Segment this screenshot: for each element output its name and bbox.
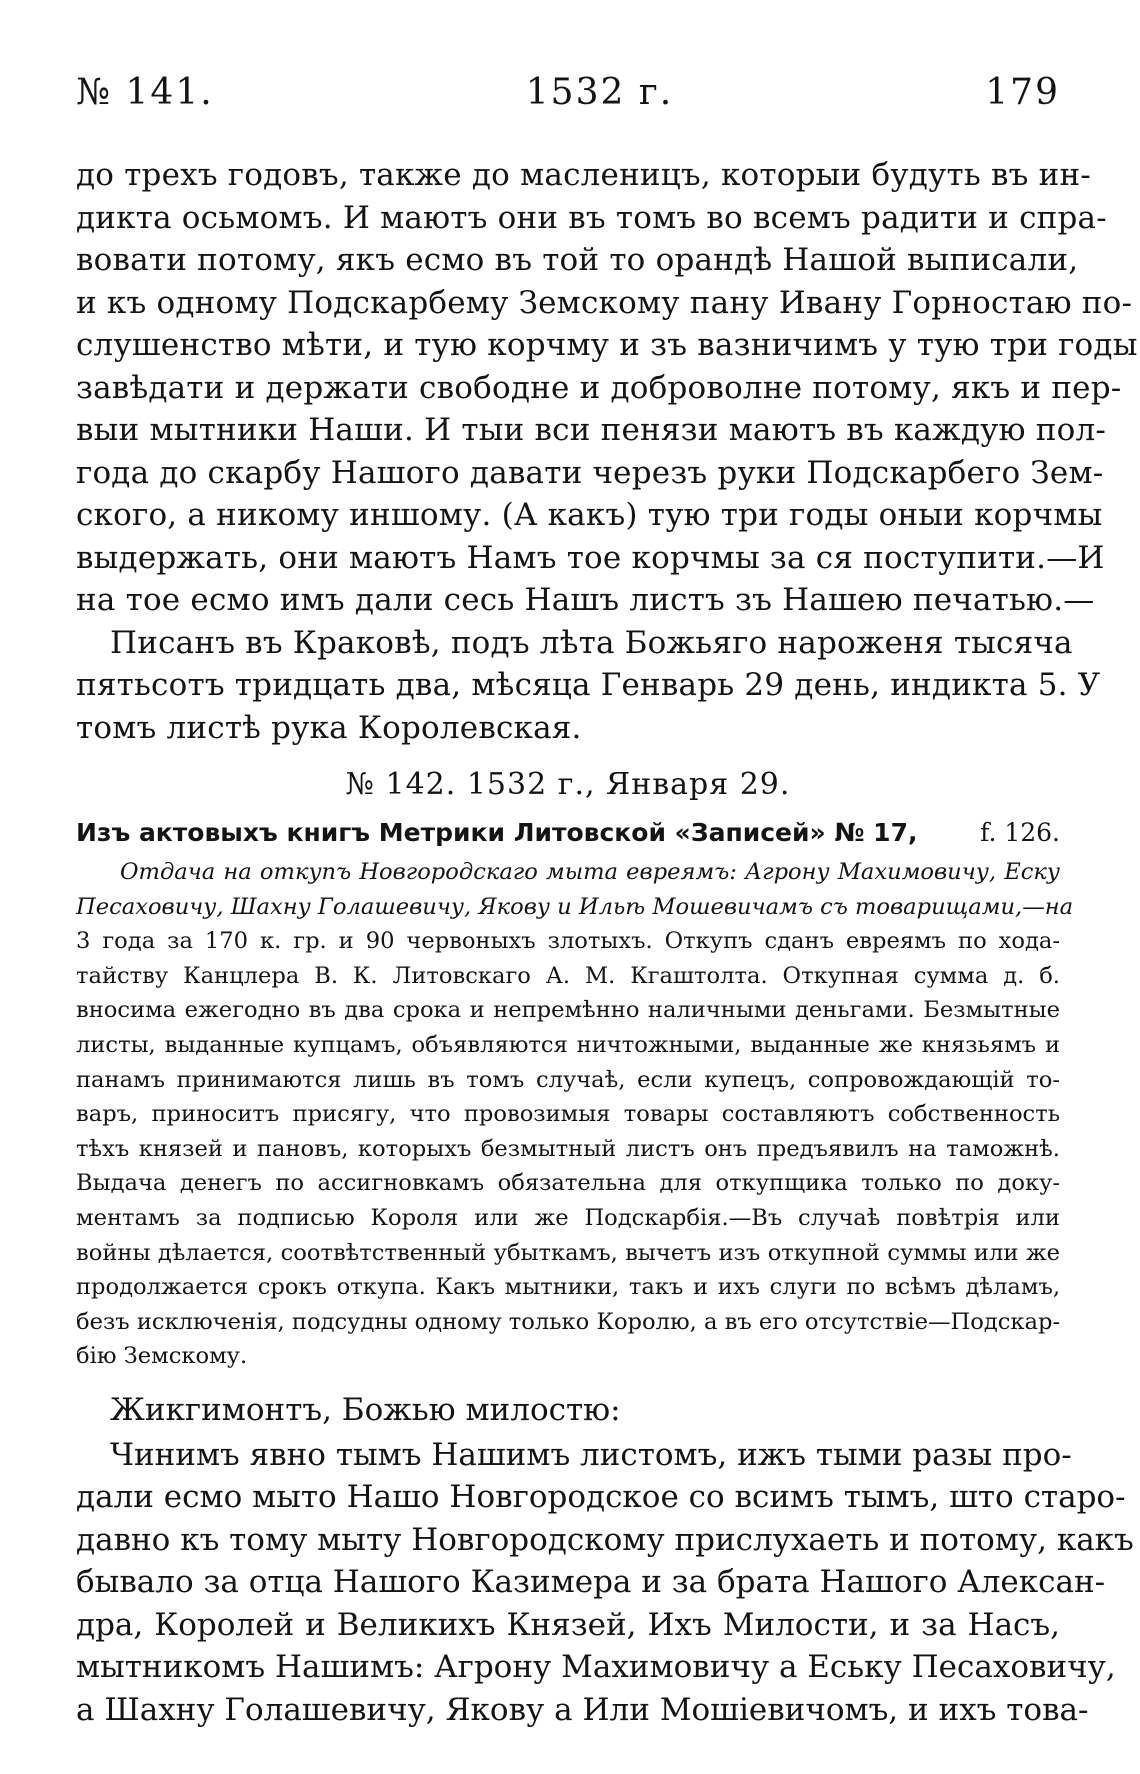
summary-line: вносима ежегодно въ два срока и непремѣнно наличными деньгами. Безмытные [76, 997, 1060, 1024]
summary-line: Выдача денегъ по ассигновкамъ обязательна для откупщика только по доку- [76, 1170, 1060, 1197]
text-line: завѣдати и держати свободне и доброволне потому, якъ и пер- [76, 369, 1122, 406]
royal-address: Жикгимонтъ, Божью милостю: [110, 1391, 621, 1428]
summary-line: бію Земскому. [76, 1343, 248, 1370]
doc141-continuation [76, 154, 1138, 749]
summary-line: 3 года за 170 к. гр. и 90 червоныхъ злотыхъ. Откупъ сданъ евреямъ по хода- [76, 928, 1060, 955]
summary-line: тѣхъ князей и пановъ, которыхъ безмытный листъ онъ предъявилъ на таможнѣ. [76, 1135, 1060, 1162]
source-title: Изъ актовыхъ книгъ Метрики Литовской «Записей» № 17, [76, 818, 918, 847]
text-line: на тое есмо имъ дали сесь Нашъ листъ зъ Нашею печатью.— [76, 582, 1095, 618]
doc142-source [76, 818, 1060, 847]
text-line: до трехъ годовъ, также до масленицъ, которыи будуть въ ин- [76, 157, 1091, 193]
text-line: а Шахну Голашевичу, Якову а Или Мошіевичомъ, и ихъ това- [76, 1691, 1089, 1728]
text-line: слушенство мѣти, и тую корчму и зъ вазничимъ у тую три годы [76, 327, 1138, 363]
text-line: выдержать, они маютъ Намъ тое корчмы за ся поступити.—И [76, 539, 1105, 576]
text-line: ского, а никому иншому. (А какъ) тую три годы оныи корчмы [76, 497, 1103, 533]
text-line: вовати потому, якъ есмо въ той то орандѣ Нашой выписали, [76, 242, 1079, 278]
closing-line: Писанъ въ Краковѣ, подъ лѣта Божьяго нароженя тысяча [110, 624, 1073, 661]
summary-line: безъ исключенія, подсудны одному только Королю, а въ его отсутствіе—Подскар- [76, 1308, 1061, 1335]
summary-line: тайству Канцлера В. К. Литовскаго А. М. Кгаштолта. Откупная сумма д. б. [76, 962, 1060, 989]
doc142-text [76, 1434, 1134, 1732]
summary-line: листы, выданные купцамъ, объявляются ничтожными, выданные же князьямъ и [76, 1031, 1060, 1058]
doc142-summary [76, 855, 1074, 1374]
text-line: года до скарбу Нашого давати черезъ руки Подскарбего Зем- [76, 454, 1104, 491]
text-line: мытникомъ Нашимъ: Агрону Махимовичу а Еську Песаховичу, [76, 1649, 1116, 1686]
text-line: дали есмо мыто Нашо Новгородское со всимъ тымъ, што старо- [76, 1479, 1126, 1516]
closing-line: пятьсотъ тридцать два, мѣсяца Генварь 29 день, индикта 5. У [76, 667, 1101, 703]
summary-line: Песаховичу, Шахну Голашевичу, Якову и Ильѣ Мошевичамъ съ товарищами,—на [76, 893, 1074, 920]
doc142-heading: № 142. 1532 г., Января 29. [345, 767, 791, 802]
text-line: дикта осьмомъ. И маютъ они въ томъ во всемъ радити и спра- [76, 199, 1107, 236]
running-header [76, 72, 1060, 132]
summary-line: варъ, приноситъ присягу, что провозимыя товары составляютъ собственность [76, 1101, 1060, 1128]
page-number: 179 [985, 72, 1060, 113]
text-line: бывало за отца Нашого Казимера и за брата Нашого Алексан- [76, 1564, 1106, 1601]
closing-line: томъ листѣ рука Королевская. [76, 709, 582, 746]
summary-line: войны дѣлается, соотвѣтственный убыткамъ, вычетъ изъ откупной суммы или же [76, 1239, 1060, 1266]
text-line: Чинимъ явно тымъ Нашимъ листомъ, ижъ тыми разы про- [110, 1436, 1072, 1473]
header-year: 1532 г. [525, 72, 674, 113]
summary-line: ментамъ за подписью Короля или же Подскарбія.—Въ случаѣ повѣтрія или [76, 1204, 1060, 1231]
summary-line: продолжается срокъ откупа. Какъ мытники, такъ и ихъ слуги по всѣмъ дѣламъ, [76, 1274, 1060, 1301]
summary-line: панамъ принимаются лишь въ томъ случаѣ, если купецъ, сопровождающій то- [76, 1066, 1060, 1093]
summary-line: Отдача на откупъ Новгородскаго мыта евреямъ: Агрону Махимовичу, Еску [120, 859, 1060, 885]
document-page [76, 72, 1138, 1731]
text-line: выи мытники Наши. И тыи вси пенязи маютъ въ каждую пол- [76, 412, 1107, 448]
document-number: № 141. [76, 72, 214, 113]
text-line: и къ одному Подскарбему Земскому пану Ивану Горностаю по- [76, 284, 1133, 321]
text-line: дра, Королей и Великихъ Князей, Ихъ Милости, и за Насъ, [76, 1606, 1060, 1643]
source-folio: f. 126. [980, 818, 1060, 847]
text-line: давно къ тому мыту Новгородскому прислухаеть и потому, какъ [76, 1521, 1134, 1558]
